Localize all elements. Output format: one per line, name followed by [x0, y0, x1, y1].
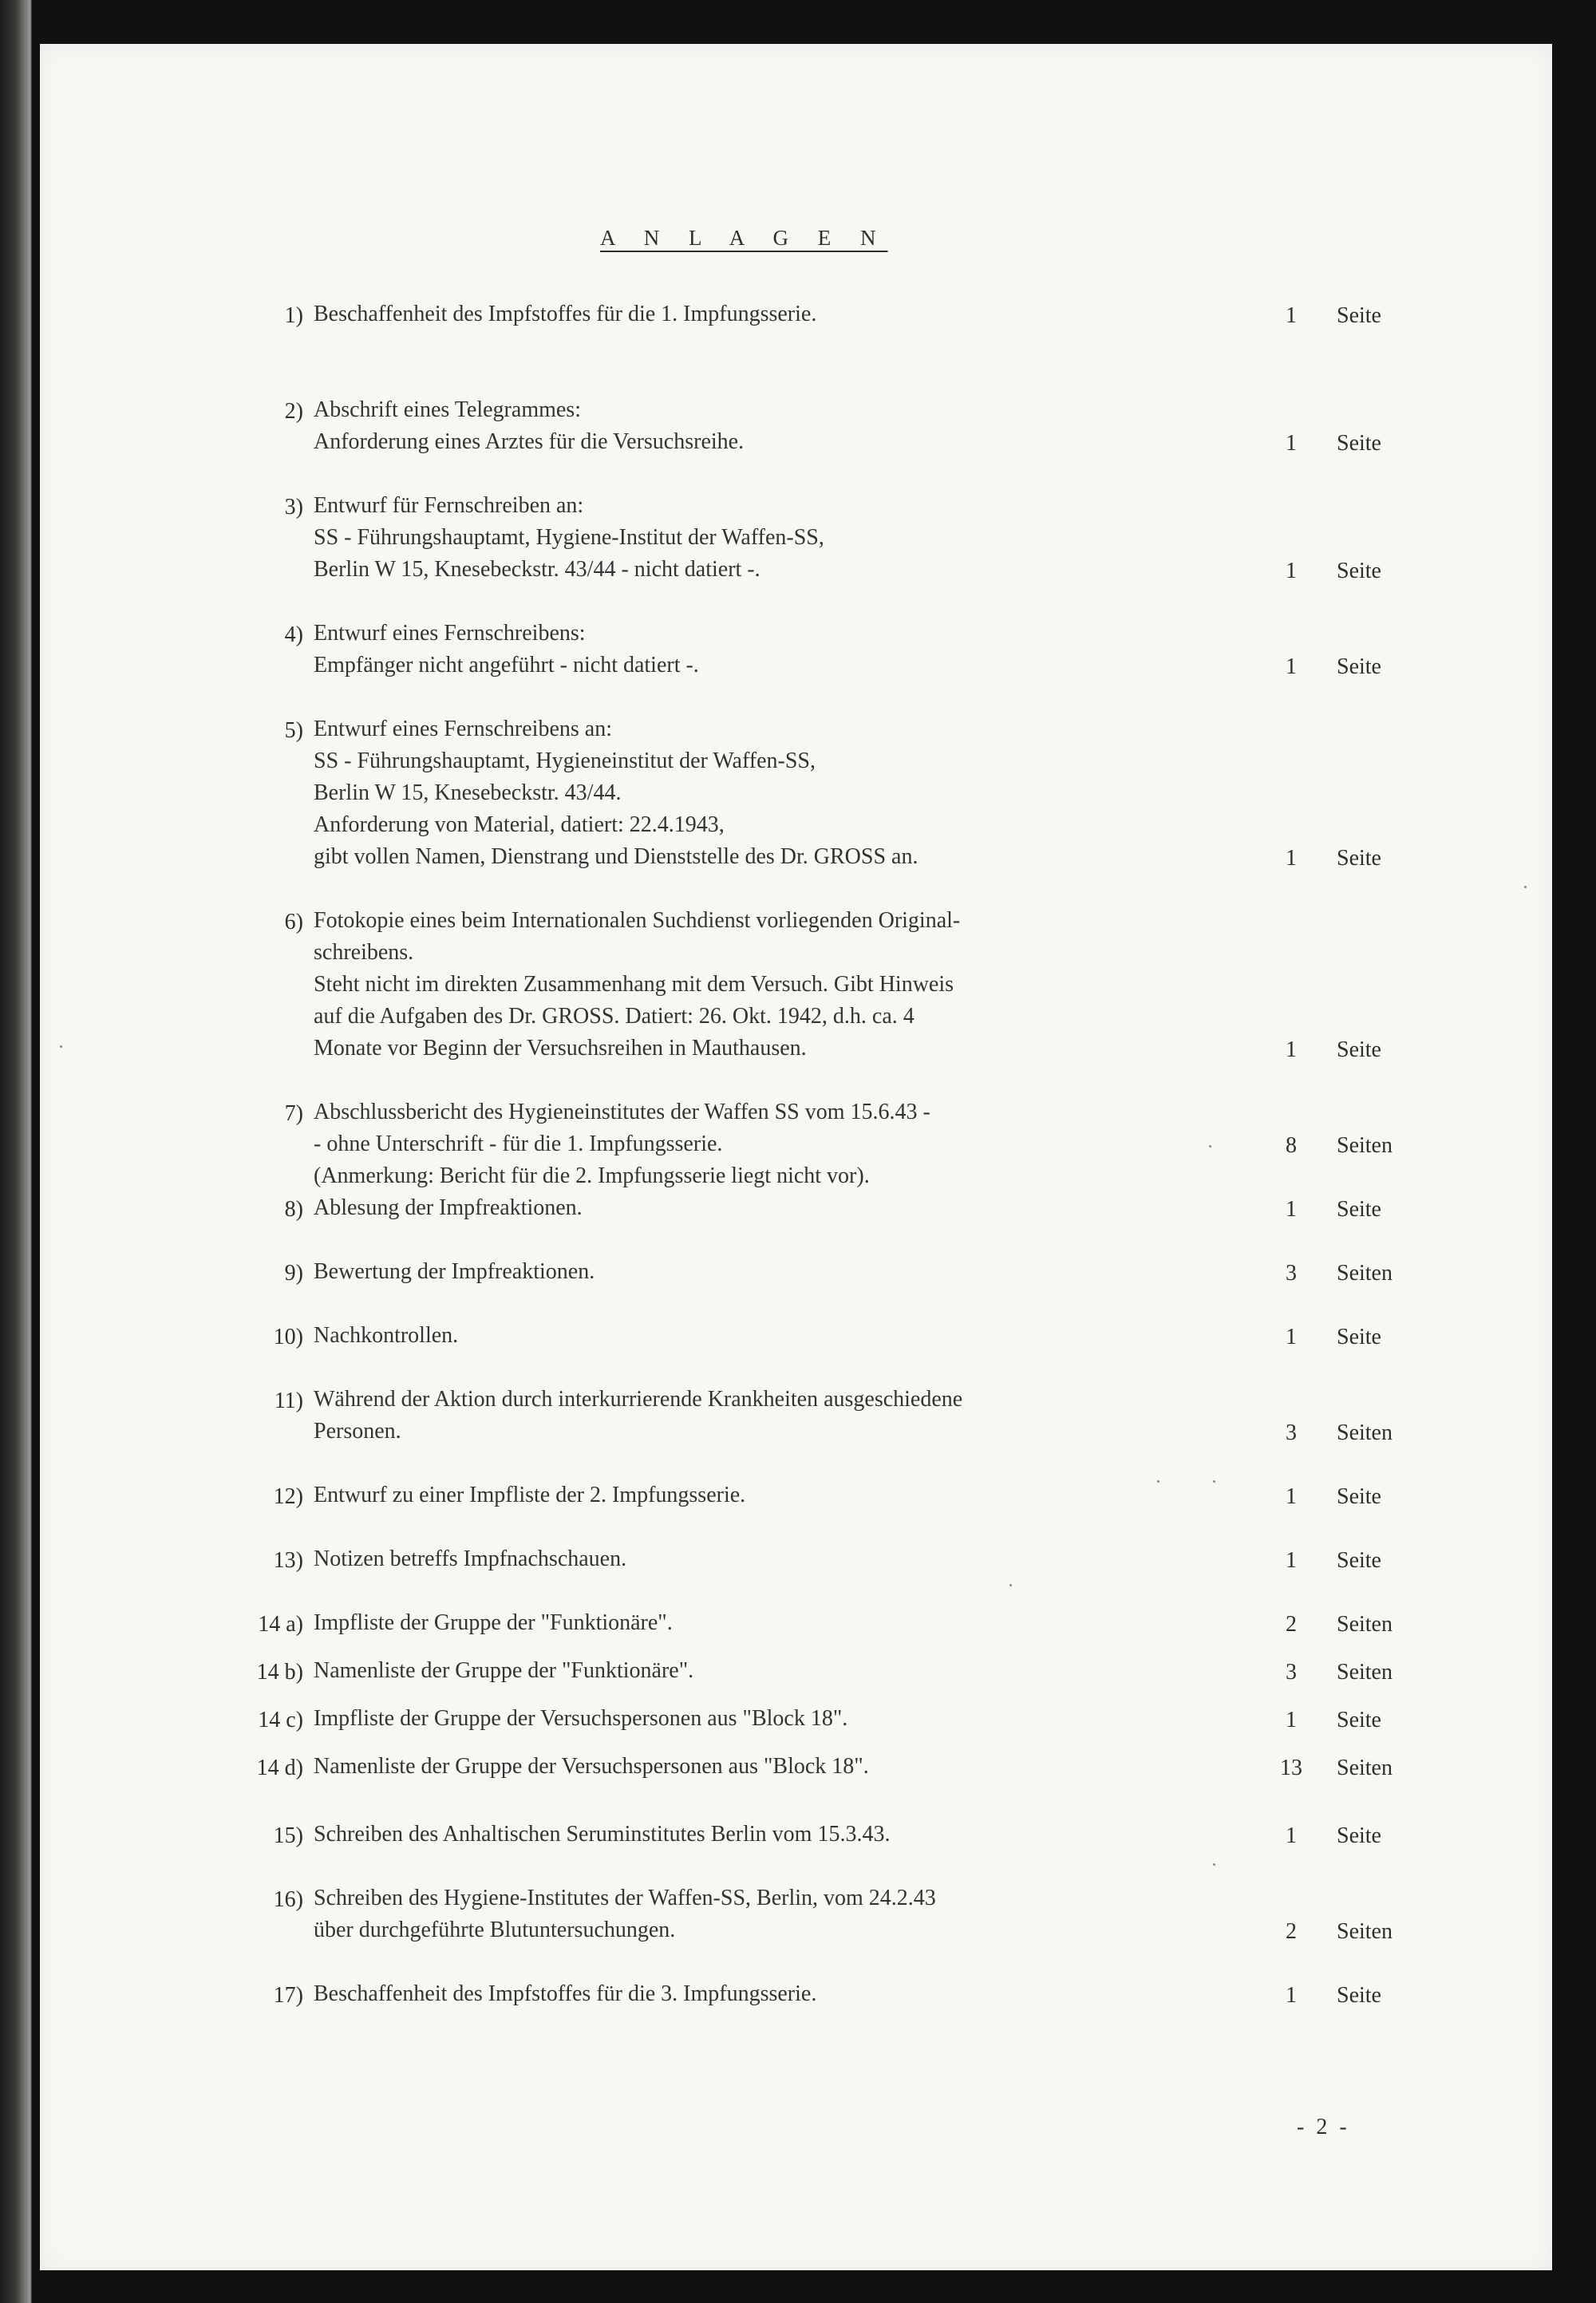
page-unit: Seite [1337, 1548, 1381, 1573]
entry-number: 3) [284, 495, 303, 519]
scan-speck [1213, 1863, 1215, 1866]
entry-number: 1) [284, 303, 303, 328]
entry-number: 16) [273, 1887, 303, 1912]
page-count: 8 [1286, 1133, 1297, 1158]
page-count: 13 [1280, 1756, 1302, 1780]
page-count: 1 [1286, 654, 1297, 679]
entry-description [314, 1479, 1152, 1511]
entry-description [314, 618, 1152, 681]
description-line: Abschlussbericht des Hygieneinstitutes der Waffen SS vom 15.6.43 - [314, 1100, 930, 1124]
description-line: (Anmerkung: Bericht für die 2. Impfungsserie liegt nicht vor). [314, 1163, 870, 1188]
entry-description [314, 713, 1152, 873]
page-count: 3 [1286, 1420, 1297, 1445]
entry-description [314, 905, 1152, 1065]
page-count: 1 [1286, 1325, 1297, 1349]
entry-number: 14 d) [256, 1756, 303, 1780]
description-line: Bewertung der Impfreaktionen. [314, 1259, 595, 1284]
page-count: 1 [1286, 1708, 1297, 1732]
scan-speck [1009, 1584, 1012, 1586]
entry-description [314, 1655, 1152, 1687]
description-line: SS - Führungshauptamt, Hygiene-Institut der Waffen-SS, [314, 525, 824, 550]
page-unit: Seite [1337, 559, 1381, 583]
entry-description [314, 1096, 1152, 1192]
description-line: Entwurf für Fernschreiben an: [314, 493, 584, 518]
page-unit: Seiten [1337, 1612, 1393, 1637]
entry-number: 2) [284, 399, 303, 424]
entry-description [314, 1819, 1152, 1851]
page-unit: Seite [1337, 1708, 1381, 1732]
description-line: Beschaffenheit des Impfstoffes für die 3. Impfungsserie. [314, 1981, 817, 2006]
page-count: 1 [1286, 1484, 1297, 1509]
page-count: 1 [1286, 303, 1297, 328]
description-line: Monate vor Beginn der Versuchsreihen in Mauthausen. [314, 1036, 807, 1061]
page-unit: Seite [1337, 303, 1381, 328]
description-line: Impfliste der Gruppe der Versuchspersonen aus "Block 18". [314, 1706, 848, 1731]
entry-description [314, 1543, 1152, 1575]
page-number: - 2 - [1297, 2115, 1350, 2139]
entry-number: 15) [273, 1823, 303, 1848]
entry-description [314, 298, 1152, 330]
description-line: Notizen betreffs Impfnachschauen. [314, 1547, 627, 1571]
entry-number: 14 c) [258, 1708, 303, 1732]
entry-description [314, 490, 1152, 586]
page-unit: Seiten [1337, 1756, 1393, 1780]
entry-number: 13) [273, 1548, 303, 1573]
entry-description [314, 1978, 1152, 2010]
description-line: Beschaffenheit des Impfstoffes für die 1. Impfungsserie. [314, 302, 817, 326]
page-unit: Seite [1337, 1823, 1381, 1848]
description-line: - ohne Unterschrift - für die 1. Impfungsserie. [314, 1132, 723, 1156]
page-unit: Seiten [1337, 1261, 1393, 1286]
page-unit: Seiten [1337, 1420, 1393, 1445]
description-line: Namenliste der Gruppe der "Funktionäre". [314, 1658, 694, 1683]
page-count: 3 [1286, 1660, 1297, 1685]
entry-number: 9) [284, 1261, 303, 1286]
page-unit: Seite [1337, 654, 1381, 679]
entry-description [314, 394, 1152, 458]
page-unit: Seite [1337, 846, 1381, 871]
page-unit: Seite [1337, 431, 1381, 456]
description-line: Während der Aktion durch interkurrierende Krankheiten ausgeschiedene [314, 1387, 963, 1412]
page-unit: Seite [1337, 1484, 1381, 1509]
description-line: Berlin W 15, Knesebeckstr. 43/44. [314, 780, 622, 805]
description-line: Abschrift eines Telegrammes: [314, 397, 581, 422]
description-line: Entwurf eines Fernschreibens: [314, 621, 586, 646]
entry-description [314, 1256, 1152, 1288]
description-line: Namenliste der Gruppe der Versuchspersonen aus "Block 18". [314, 1754, 869, 1779]
entry-description [314, 1882, 1152, 1946]
entry-number: 12) [273, 1484, 303, 1509]
description-line: Anforderung von Material, datiert: 22.4.1943, [314, 812, 725, 837]
scan-speck [1209, 1145, 1211, 1148]
page-count: 1 [1286, 559, 1297, 583]
entry-number: 7) [284, 1101, 303, 1126]
description-line: Empfänger nicht angeführt - nicht datiert -. [314, 653, 699, 677]
entry-number: 6) [284, 910, 303, 934]
description-line: Fotokopie eines beim Internationalen Suchdienst vorliegenden Original- [314, 908, 961, 933]
entry-description [314, 1751, 1152, 1783]
description-line: auf die Aufgaben des Dr. GROSS. Datiert: 26. Okt. 1942, d.h. ca. 4 [314, 1004, 915, 1029]
page-count: 3 [1286, 1261, 1297, 1286]
entry-description [314, 1384, 1152, 1448]
page-count: 1 [1286, 1823, 1297, 1848]
scan-speck [1213, 1480, 1215, 1483]
description-line: Entwurf zu einer Impfliste der 2. Impfungsserie. [314, 1483, 746, 1507]
scan-speck [1157, 1480, 1159, 1483]
entry-number: 8) [284, 1197, 303, 1222]
description-line: Personen. [314, 1419, 401, 1444]
page-count: 1 [1286, 846, 1297, 871]
page-unit: Seite [1337, 1325, 1381, 1349]
description-line: Nachkontrollen. [314, 1323, 459, 1348]
entry-number: 17) [273, 1983, 303, 2008]
page-unit: Seiten [1337, 1919, 1393, 1944]
description-line: SS - Führungshauptamt, Hygieneinstitut der Waffen-SS, [314, 749, 816, 773]
entry-number: 14 a) [258, 1612, 303, 1637]
page-unit: Seite [1337, 1983, 1381, 2008]
page-count: 1 [1286, 1037, 1297, 1062]
page-count: 1 [1286, 1548, 1297, 1573]
binding-edge [0, 0, 32, 2303]
entry-number: 4) [284, 622, 303, 647]
entry-number: 11) [274, 1389, 303, 1413]
entry-number: 5) [284, 718, 303, 743]
description-line: gibt vollen Namen, Dienstrang und Dienststelle des Dr. GROSS an. [314, 844, 918, 869]
page-unit: Seite [1337, 1037, 1381, 1062]
description-line: Steht nicht im direkten Zusammenhang mit dem Versuch. Gibt Hinweis [314, 972, 954, 997]
description-line: Ablesung der Impfreaktionen. [314, 1195, 583, 1220]
description-line: Anforderung eines Arztes für die Versuchsreihe. [314, 429, 745, 454]
description-line: Entwurf eines Fernschreibens an: [314, 717, 612, 741]
description-line: Schreiben des Hygiene-Institutes der Waffen-SS, Berlin, vom 24.2.43 [314, 1886, 936, 1910]
scan-speck [1524, 886, 1527, 888]
description-line: schreibens. [314, 940, 414, 965]
entry-description [314, 1192, 1152, 1224]
description-line: Impfliste der Gruppe der "Funktionäre". [314, 1610, 673, 1635]
description-line: Schreiben des Anhaltischen Seruminstitutes Berlin vom 15.3.43. [314, 1822, 891, 1847]
page-count: 1 [1286, 1983, 1297, 2008]
page-count: 2 [1286, 1919, 1297, 1944]
description-line: über durchgeführte Blutuntersuchungen. [314, 1918, 676, 1942]
scan-speck [60, 1045, 62, 1048]
description-line: Berlin W 15, Knesebeckstr. 43/44 - nicht datiert -. [314, 557, 760, 582]
page-unit: Seite [1337, 1197, 1381, 1222]
page-count: 2 [1286, 1612, 1297, 1637]
page-unit: Seiten [1337, 1660, 1393, 1685]
entry-description [314, 1703, 1152, 1735]
page-unit: Seiten [1337, 1133, 1393, 1158]
entry-number: 14 b) [256, 1660, 303, 1685]
document-page [40, 44, 1552, 2270]
entry-description [314, 1320, 1152, 1352]
entry-number: 10) [273, 1325, 303, 1349]
entry-description [314, 1607, 1152, 1639]
page-count: 1 [1286, 1197, 1297, 1222]
page-count: 1 [1286, 431, 1297, 456]
page-heading: A N L A G E N [600, 226, 888, 250]
